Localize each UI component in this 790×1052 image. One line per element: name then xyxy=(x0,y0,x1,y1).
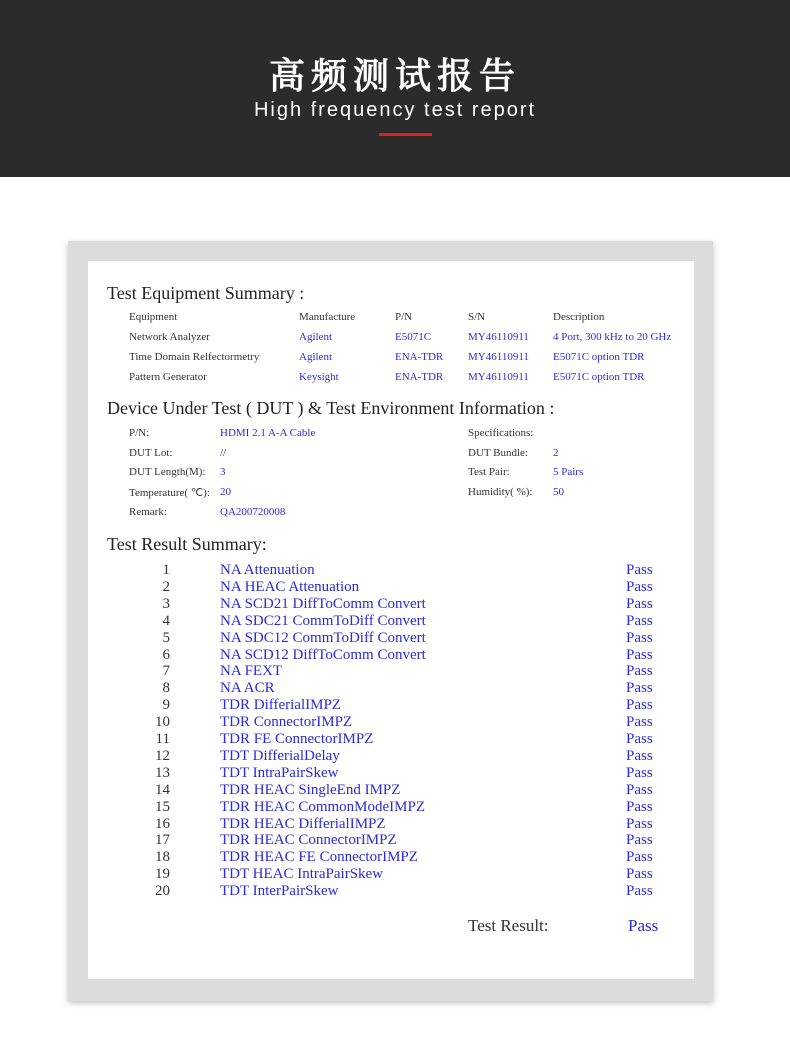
equipment-column-header: S/N xyxy=(468,311,486,323)
result-status: Pass xyxy=(626,764,653,781)
result-test-name: NA HEAC Attenuation xyxy=(220,578,360,595)
result-status: Pass xyxy=(626,832,653,849)
result-status: Pass xyxy=(626,815,653,832)
equipment-cell: MY46110911 xyxy=(468,351,529,363)
result-status: Pass xyxy=(626,612,653,629)
result-test-name: NA SDC12 CommToDiff Convert xyxy=(220,629,426,646)
result-number: 9 xyxy=(162,697,170,714)
result-test-name: TDR HEAC SingleEnd IMPZ xyxy=(220,781,401,798)
environment-value: 50 xyxy=(553,486,564,499)
result-number: 13 xyxy=(155,764,170,781)
result-test-name: NA SDC21 CommToDiff Convert xyxy=(220,612,426,629)
equipment-cell: E5071C option TDR xyxy=(553,351,645,363)
result-status: Pass xyxy=(626,578,653,595)
dut-label: Remark: xyxy=(129,505,167,518)
result-number: 19 xyxy=(155,866,170,883)
result-status: Pass xyxy=(626,883,653,900)
result-number: 7 xyxy=(162,663,170,680)
result-test-name: TDR FE ConnectorIMPZ xyxy=(220,731,374,747)
result-status: Pass xyxy=(626,866,653,883)
result-test-name: TDR HEAC CommonModeIMPZ xyxy=(220,798,426,815)
result-test-name: TDR HEAC DifferialIMPZ xyxy=(220,815,386,832)
result-number: 6 xyxy=(162,646,170,663)
result-test-name: TDR HEAC ConnectorIMPZ xyxy=(220,832,397,849)
result-test-name: TDR DifferialIMPZ xyxy=(220,697,341,714)
equipment-cell: 4 Port, 300 kHz to 20 GHz xyxy=(553,331,672,343)
result-number: 2 xyxy=(162,578,170,595)
result-status: Pass xyxy=(626,562,653,578)
equipment-cell: MY46110911 xyxy=(468,331,529,343)
dut-value: 3 xyxy=(220,466,226,479)
equipment-name: Network Analyzer xyxy=(129,331,210,343)
equipment-name: Pattern Generator xyxy=(129,371,207,383)
result-number: 8 xyxy=(162,680,170,697)
result-number: 18 xyxy=(155,849,170,866)
equipment-cell: E5071C xyxy=(395,331,432,343)
result-test-name: NA SCD21 DiffToComm Convert xyxy=(220,595,426,612)
result-number: 1 xyxy=(162,562,170,578)
result-status: Pass xyxy=(626,731,653,747)
equipment-column-header: P/N xyxy=(395,311,413,323)
result-test-name: TDR HEAC FE ConnectorIMPZ xyxy=(220,849,418,866)
result-status: Pass xyxy=(626,646,653,663)
result-test-name: NA ACR xyxy=(220,680,275,697)
result-test-name: NA SCD12 DiffToComm Convert xyxy=(220,646,426,663)
equipment-cell: Agilent xyxy=(299,331,332,343)
result-number: 10 xyxy=(155,714,170,731)
result-test-name: TDT HEAC IntraPairSkew xyxy=(220,866,384,883)
result-number: 20 xyxy=(155,883,170,900)
dut-value: // xyxy=(220,446,227,459)
environment-value: 5 Pairs xyxy=(553,466,584,479)
result-status: Pass xyxy=(626,595,653,612)
result-number: 14 xyxy=(155,781,170,798)
equipment-cell: Keysight xyxy=(299,371,339,383)
environment-label: Test Pair: xyxy=(468,466,510,479)
result-test-name: NA Attenuation xyxy=(220,562,315,578)
dut-value: 20 xyxy=(220,486,231,499)
dut-value: HDMI 2.1 A-A Cable xyxy=(220,427,316,439)
result-test-name: TDT IntraPairSkew xyxy=(220,764,339,781)
environment-value: 2 xyxy=(553,446,559,459)
environment-label: Specifications: xyxy=(468,427,534,439)
result-test-name: TDR ConnectorIMPZ xyxy=(220,714,353,731)
result-number: 11 xyxy=(155,731,170,747)
equipment-cell: MY46110911 xyxy=(468,371,529,383)
result-test-name: TDT DifferialDelay xyxy=(220,747,340,764)
dut-value: QA200720008 xyxy=(220,505,286,518)
result-status: Pass xyxy=(626,849,653,866)
title-underline xyxy=(379,133,432,136)
final-result-value: Pass xyxy=(628,916,659,935)
result-status: Pass xyxy=(626,697,653,714)
result-status: Pass xyxy=(626,781,653,798)
environment-label: DUT Bundle: xyxy=(468,446,528,459)
equipment-name: Time Domain Relfectormetry xyxy=(129,351,260,363)
equipment-column-header: Equipment xyxy=(129,311,178,323)
dut-label: DUT Lot: xyxy=(129,446,173,459)
result-test-name: TDT InterPairSkew xyxy=(220,883,339,900)
result-status: Pass xyxy=(626,629,653,646)
equipment-column-header: Manufacture xyxy=(299,311,356,323)
equipment-cell: ENA-TDR xyxy=(395,351,444,363)
result-test-name: NA FEXT xyxy=(220,663,283,680)
dut-label: P/N: xyxy=(129,427,150,439)
page-title: 高频测试报告 xyxy=(268,56,521,97)
equipment-cell: E5071C option TDR xyxy=(553,371,645,383)
result-status: Pass xyxy=(626,798,653,815)
result-status: Pass xyxy=(626,714,653,731)
final-result-label: Test Result: xyxy=(468,916,549,935)
equipment-heading: Test Equipment Summary : xyxy=(107,283,305,303)
result-number: 16 xyxy=(155,815,170,832)
page-subtitle: High frequency test report xyxy=(253,99,537,121)
result-number: 3 xyxy=(162,595,170,612)
result-status: Pass xyxy=(626,680,653,697)
equipment-cell: ENA-TDR xyxy=(395,371,444,383)
result-number: 5 xyxy=(162,629,170,646)
result-number: 17 xyxy=(155,832,170,849)
dut-heading: Device Under Test ( DUT ) & Test Environment Information : xyxy=(107,398,555,418)
result-number: 12 xyxy=(155,747,170,764)
result-status: Pass xyxy=(626,663,653,680)
result-status: Pass xyxy=(626,747,653,764)
dut-label: Temperature( ℃): xyxy=(129,487,210,500)
result-number: 4 xyxy=(162,612,170,629)
result-number: 15 xyxy=(155,798,170,815)
header-banner xyxy=(0,0,790,177)
equipment-column-header: Description xyxy=(553,311,605,323)
environment-label: Humidity( %): xyxy=(468,486,533,499)
results-heading: Test Result Summary: xyxy=(107,534,267,554)
equipment-cell: Agilent xyxy=(299,351,332,363)
dut-label: DUT Length(M): xyxy=(129,466,206,479)
